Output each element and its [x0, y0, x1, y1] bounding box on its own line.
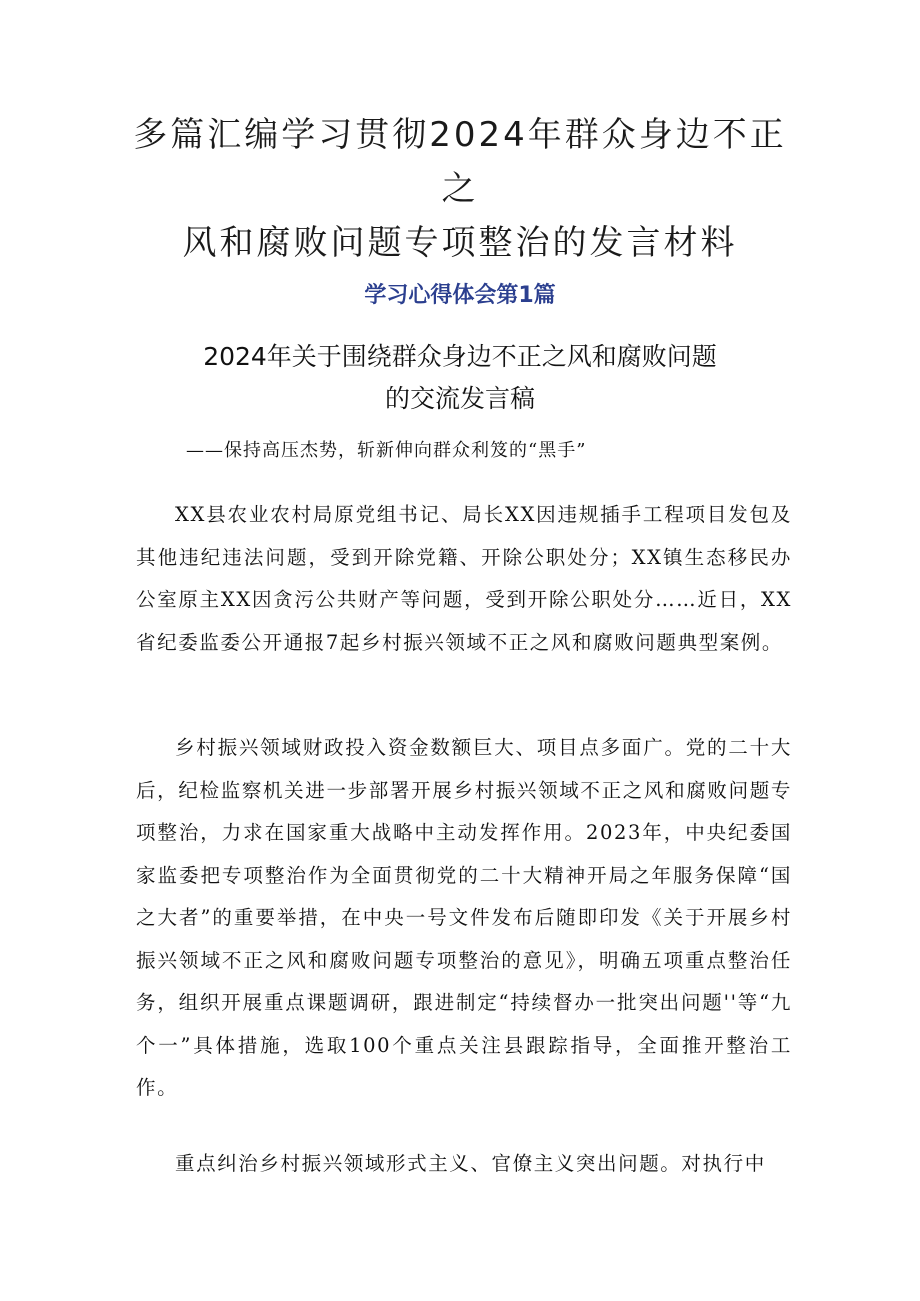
- body-paragraph-2: 乡村振兴领域财政投入资金数额巨大、项目点多面广。党的二十大后，纪检监察机关进一步部署开展乡村振兴领域不正之风和腐败问题专项整治，力求在国家重大战略中主动发挥作用。2023年，中央纪委国家监委把专项整治作为全面贯彻党的二十大精神开局之年服务保障“国之大者”的重要举措，在中央一号文件发布后随即印发《关于开展乡村振兴领域不正之风和腐败问题专项整治的意见》，明确五项重点整治任务，组织开展重点课题调研，跟进制定“持续督办一批突出问题''等“九个一”具体措施，选取100个重点关注县跟踪指导，全面推开整治工作。: [136, 736, 792, 1099]
- section-label: 学习心得体会第1篇: [364, 283, 556, 308]
- article-subtitle: ——保持高压杰势，斩新伸向群众利笈的“黑手”: [186, 440, 587, 461]
- article-title: [120, 336, 800, 420]
- document-title: [120, 108, 800, 270]
- body-paragraph-3: 重点纠治乡村振兴领域形式主义、官僚主义突出问题。对执行中: [175, 1152, 766, 1175]
- article-title-line-1: 2024年关于围绕群众身边不正之风和腐败问题: [203, 342, 717, 371]
- body-paragraph-1: XX县农业农村局原党组书记、局长XX因违规插手工程项目发包及其他违纪违法问题，受到开除党籍、开除公职处分；XX镇生态移民办公室原主XX因贪污公共财产等问题，受到开除公职处分……近日，XX省纪委监委公开通报7起乡村振兴领域不正之风和腐败问题典型案例。: [136, 503, 792, 654]
- document-title-line-1: 多篇汇编学习贯彻2024年群众身边不正之: [133, 115, 787, 209]
- article-title-line-2: 的交流发言稿: [384, 384, 535, 413]
- document-title-line-2: 风和腐败问题专项整治的发言材料: [182, 223, 738, 263]
